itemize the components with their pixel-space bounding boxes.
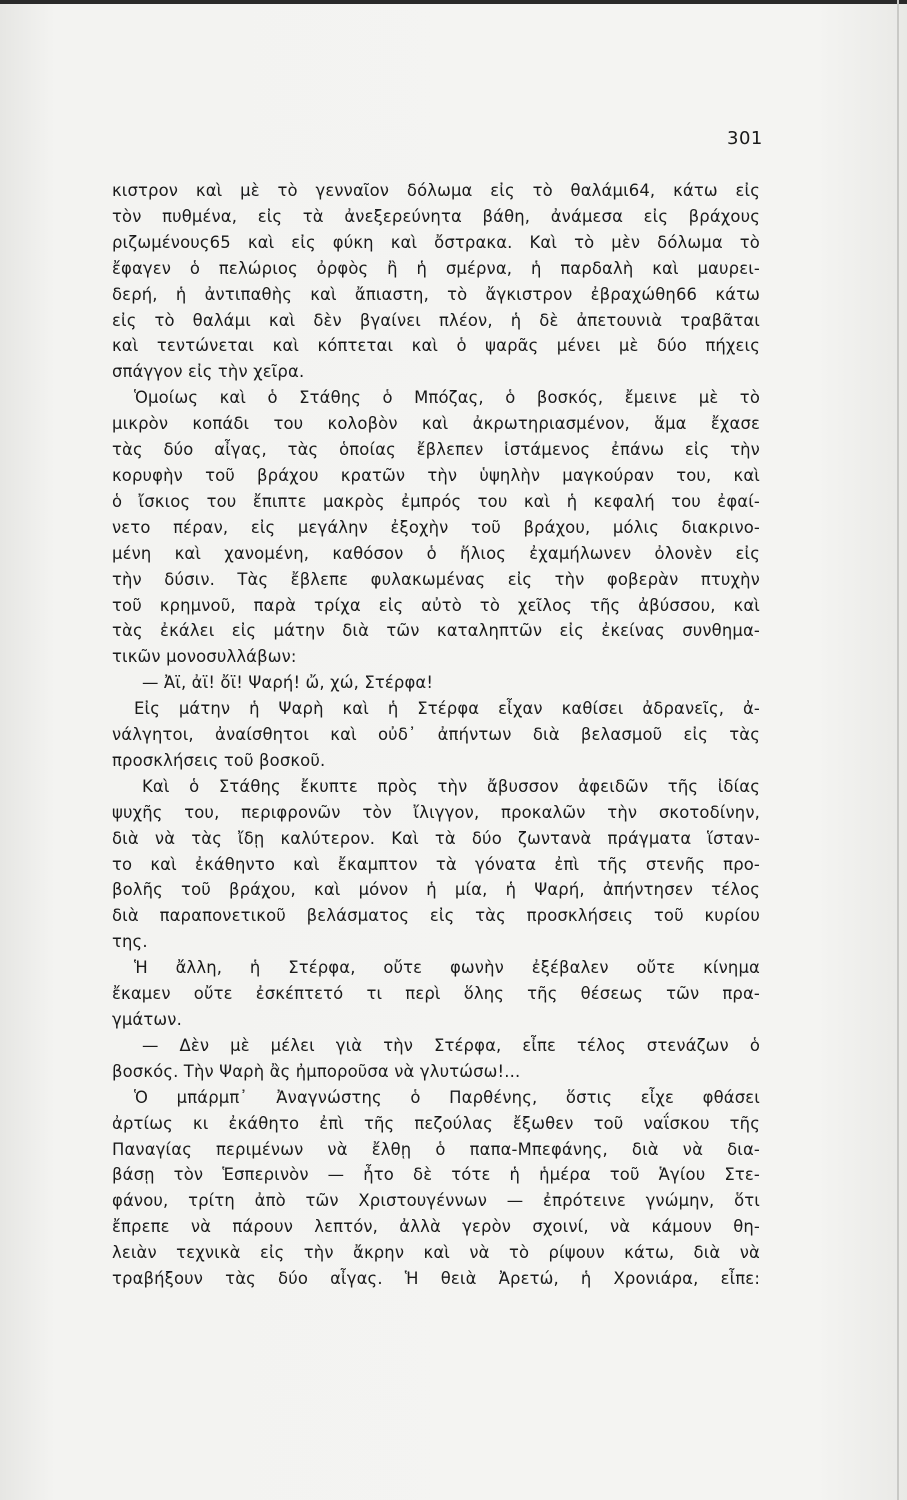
text-line: ἔφαγεν ὁ πελώριος ὀρφὸς ἢ ἡ σμέρνα, ἡ παρδαλὴ καὶ μαυρει- — [112, 258, 760, 278]
text-line: Παναγίας περιμένων νὰ ἔλθῃ ὁ παπα-Μπεφάνης, διὰ νὰ δια- — [112, 1139, 760, 1159]
text-line: διὰ νὰ τὰς ἴδῃ καλύτερον. Καὶ τὰ δύο ζωντανὰ πράγματα ἵσταν- — [112, 828, 760, 848]
text-line: ἔκαμεν οὔτε ἐσκέπτετό τι περὶ ὅλης τῆς θέσεως τῶν πρα- — [112, 984, 760, 1004]
text-line: ἔπρεπε νὰ πάρουν λεπτόν, ἀλλὰ γερὸν σχοινί, νὰ κάμουν θη- — [112, 1217, 760, 1237]
text-line: ἀρτίως κι ἐκάθητο ἐπὶ τῆς πεζούλας ἔξωθεν τοῦ ναΐσκου τῆς — [112, 1113, 760, 1133]
text-line: διὰ παραπονετικοῦ βελάσματος εἰς τὰς προσκλήσεις τοῦ κυρίου — [112, 906, 760, 926]
text-line: τραβήξουν τὰς δύο αἶγας. Ἡ θειὰ Ἀρετώ, ἡ Χρονιάρα, εἶπε: — [112, 1269, 760, 1289]
text-line: — Δὲν μὲ μέλει γιὰ τὴν Στέρφα, εἶπε τέλος στενάζων ὁ — [142, 1035, 760, 1055]
text-line: βολῆς τοῦ βράχου, καὶ μόνον ἡ μία, ἡ Ψαρή, ἀπήντησεν τέλος — [112, 880, 760, 900]
page-right-edge — [897, 0, 899, 1500]
text-line: βοσκός. Τὴν Ψαρὴ ἂς ἠμποροῦσα νὰ γλυτώσω!... — [112, 1061, 521, 1081]
text-line: Ὁμοίως καὶ ὁ Στάθης ὁ Μπόζας, ὁ βοσκός, ἔμεινε μὲ τὸ — [134, 388, 760, 408]
text-line: τὸν πυθμένα, εἰς τὰ ἀνεξερεύνητα βάθη, ἀνάμεσα εἰς βράχους — [112, 206, 760, 226]
text-line: καὶ τεντώνεται καὶ κόπτεται καὶ ὁ ψαρᾶς μένει μὲ δύο πήχεις — [112, 336, 760, 356]
body-text — [112, 178, 760, 1292]
text-line: προσκλήσεις τοῦ βοσκοῦ. — [112, 750, 326, 770]
text-line: ριζωμένους65 καὶ εἰς φύκη καὶ ὄστρακα. Καὶ τὸ μὲν δόλωμα τὸ — [112, 232, 760, 252]
page-number: 301 — [727, 128, 763, 149]
text-line: Καὶ ὁ Στάθης ἔκυπτε πρὸς τὴν ἄβυσσον ἀφειδῶν τῆς ἰδίας — [142, 776, 760, 796]
text-line: νάλγητοι, ἀναίσθητοι καὶ οὐδ᾽ ἀπήντων διὰ βελασμοῦ εἰς τὰς — [112, 725, 760, 745]
text-line: μικρὸν κοπάδι του κολοβὸν καὶ ἀκρωτηριασμένον, ἅμα ἔχασε — [112, 414, 760, 434]
text-line: Ἡ ἄλλη, ἡ Στέρφα, οὔτε φωνὴν ἐξέβαλεν οὔτε κίνημα — [134, 958, 760, 978]
text-line: κορυφὴν τοῦ βράχου κρατῶν τὴν ὑψηλὴν μαγκούραν του, καὶ — [112, 465, 760, 485]
text-line: τὰς δύο αἶγας, τὰς ὁποίας ἔβλεπεν ἱστάμενος ἐπάνω εἰς τὴν — [112, 440, 760, 460]
text-line: ψυχῆς του, περιφρονῶν τὸν ἴλιγγον, προκαλῶν τὴν σκοτοδίνην, — [112, 802, 760, 822]
text-line: Ὁ μπάρμπ᾽ Ἀναγνώστης ὁ Παρθένης, ὅστις εἶχε φθάσει — [134, 1087, 760, 1107]
text-line: σπάγγον εἰς τὴν χεῖρα. — [112, 362, 305, 382]
text-line: κιστρον καὶ μὲ τὸ γενναῖον δόλωμα εἰς τὸ θαλάμι64, κάτω εἰς — [112, 181, 760, 200]
text-line: το καὶ ἐκάθηντο καὶ ἔκαμπτον τὰ γόνατα ἐπὶ τῆς στενῆς προ- — [112, 854, 760, 874]
text-line: λειὰν τεχνικὰ εἰς τὴν ἄκρην καὶ νὰ τὸ ρίψουν κάτω, διὰ νὰ — [112, 1243, 760, 1263]
text-line: γμάτων. — [112, 1010, 182, 1029]
text-line: δερή, ἡ ἀντιπαθὴς καὶ ἄπιαστη, τὸ ἄγκιστρον ἐβραχώθη66 κάτω — [112, 284, 760, 304]
text-line: της. — [112, 932, 148, 952]
text-line: τοῦ κρημνοῦ, παρὰ τρίχα εἰς αὐτὸ τὸ χεῖλος τῆς ἀβύσσου, καὶ — [112, 595, 760, 615]
text-line: τὰς ἐκάλει εἰς μάτην διὰ τῶν καταληπτῶν εἰς ἐκείνας συνθημα- — [112, 621, 760, 641]
text-line: εἰς τὸ θαλάμι καὶ δὲν βγαίνει πλέον, ἡ δὲ ἀπετουνιὰ τραβᾶται — [112, 310, 760, 330]
page-top-edge — [0, 0, 907, 4]
text-line: φάνου, τρίτη ἀπὸ τῶν Χριστουγέννων — ἐπρότεινε γνώμην, ὅτι — [112, 1191, 760, 1211]
text-line: ὁ ἴσκιος του ἔπιπτε μακρὸς ἐμπρός του καὶ ἡ κεφαλή του ἐφαί- — [112, 491, 760, 511]
text-line: βάσῃ τὸν Ἑσπερινὸν — ἦτο δὲ τότε ἡ ἡμέρα τοῦ Ἁγίου Στε- — [112, 1165, 760, 1185]
text-line: τὴν δύσιν. Τὰς ἔβλεπε φυλακωμένας εἰς τὴν φοβερὰν πτυχὴν — [112, 569, 760, 589]
text-line: τικῶν μονοσυλλάβων: — [112, 647, 297, 667]
text-line: νετο πέραν, εἰς μεγάλην ἐξοχὴν τοῦ βράχου, μόλις διακρινο- — [112, 517, 760, 537]
text-line: — Ἀϊ, ἀϊ! ὄϊ! Ψαρή! ὤ, χώ, Στέρφα! — [142, 673, 434, 693]
text-line: μένη καὶ χανομένη, καθόσον ὁ ἥλιος ἐχαμήλωνεν ὀλονὲν εἰς — [112, 543, 760, 563]
text-line: Εἰς μάτην ἡ Ψαρὴ καὶ ἡ Στέρφα εἶχαν καθίσει ἀδρανεῖς, ἀ- — [134, 699, 760, 719]
